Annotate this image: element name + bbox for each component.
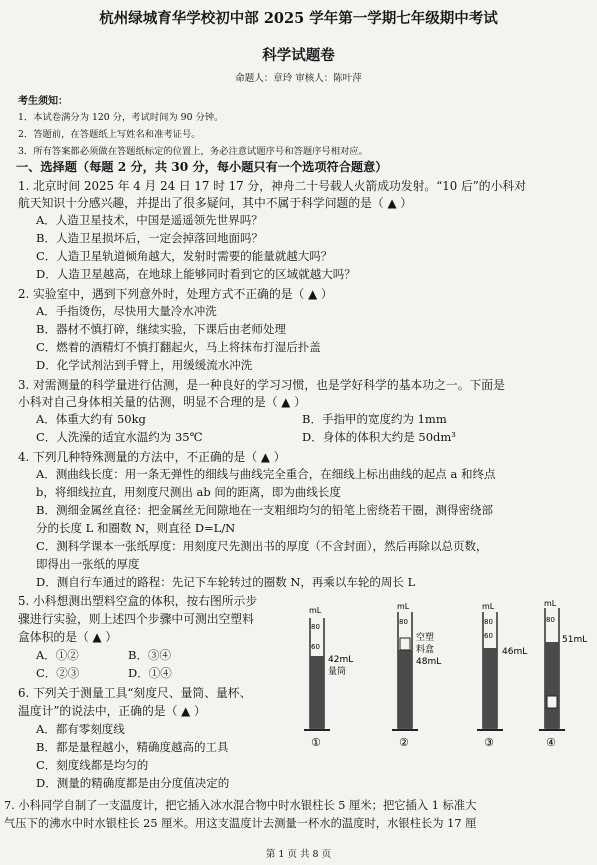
question-6-option-b: B．都是量程越小，精确度越高的工具 (36, 740, 229, 754)
question-1-stem: 1. 北京时间 2025 年 4 月 24 日 17 时 17 分，神舟二十号载人火箭成功发射。“10 后”的小科对 (18, 179, 526, 193)
tick-label: 80 (546, 616, 555, 624)
question-5-option-b: B．③④ (128, 648, 171, 662)
question-2-option-b: B．器材不慎打碎，继续实验，下课后由老师处理 (36, 322, 286, 336)
question-1-stem: 航天知识十分感兴趣，并提出了很多疑问，其中不属于科学问题的是（ ▲ ） (18, 196, 413, 210)
unit-label: mL (309, 606, 322, 615)
question-3-option-a: A．体重大约有 50kg (36, 412, 146, 426)
question-4-option-d: D．测自行车通过的路程：先记下车轮转过的圈数 N，再乘以车轮的周长 L (36, 575, 416, 589)
exam-title: 杭州绿城育华学校初中部 2025 学年第一学期七年级期中考试 (99, 10, 498, 27)
step-number-2: ② (399, 736, 409, 749)
question-5-option-d: D．①④ (128, 666, 172, 680)
unit-label: mL (544, 600, 557, 608)
notice-heading: 考生须知： (18, 96, 68, 107)
question-4-option-b: B．测细金属丝直径：把金属丝无间隙地在一支粗细均匀的铅笔上密绕若干圈，测得密绕部 (36, 503, 493, 517)
question-5-stem: 5. 小科想测出塑料空盒的体积，按右图所示步 (18, 594, 258, 608)
question-6-option-a: A．都有零刻度线 (36, 722, 125, 736)
tick-label: 80 (311, 623, 320, 631)
question-3-stem: 小科对自己身体相关量的估测，明显不合理的是（ ▲ ） (18, 395, 306, 409)
cylinder-3-reading: 46mL (502, 647, 528, 657)
liquid-fill (545, 642, 559, 728)
question-7-stem: 7. 小科同学自制了一支温度计，把它插入冰水混合物中时水银柱长 5 厘米；把它插入 1 标准大 (4, 799, 477, 812)
notice-item: 2．答题前，在答题纸上写姓名和准考证号。 (18, 129, 201, 140)
measuring-cylinders-figure (290, 600, 590, 756)
question-1-option-a: A．人造卫星技术，中国是遥遥领先世界吗？ (36, 213, 263, 227)
tick-label: 80 (399, 618, 408, 626)
cylinder-1-name: 量筒 (328, 667, 347, 677)
cylinder-3 (477, 602, 527, 749)
unit-label: mL (482, 602, 495, 611)
question-2-option-a: A．手指烫伤，尽快用大量冷水冲洗 (36, 304, 217, 318)
tick-label: 60 (311, 643, 320, 651)
question-5-stem: 骤进行实验，则上述四个步骤中可测出空塑料 (18, 612, 254, 626)
question-4-option-c: C．测科学课本一张纸厚度：用刻度尺先测出书的厚度（不含封面），然后再除以总页数， (36, 539, 488, 553)
question-1-option-c: C．人造卫星轨道倾角越大，发射时需要的能量就越大吗？ (36, 249, 333, 263)
question-2-option-c: C．燃着的酒精灯不慎打翻起火，马上将抹布打湿后扑盖 (36, 340, 321, 354)
tick-label: 60 (484, 632, 493, 640)
question-6-stem: 温度计”的说法中，正确的是（ ▲ ） (18, 704, 206, 718)
step-number-1: ① (311, 736, 321, 749)
tick-label: 80 (484, 618, 493, 626)
question-6-option-d: D．测量的精确度都是由分度值决定的 (36, 776, 230, 790)
cylinder-2-box-label: 空塑 (416, 633, 435, 643)
question-2-option-d: D．化学试剂沾到手臂上，用缓缓流水冲洗 (36, 358, 253, 372)
notice-item: 1．本试卷满分为 120 分，考试时间为 90 分钟。 (18, 112, 224, 123)
question-3-option-c: C．人洗澡的适宜水温约为 35℃ (36, 430, 203, 444)
question-4-option-c-cont: 即得出一张纸的厚度 (36, 557, 140, 571)
liquid-fill (310, 656, 324, 728)
plastic-box (400, 638, 410, 650)
question-4-option-a: A．测曲线长度：用一条无弹性的细线与曲线完全重合，在细线上标出曲线的起点 a 和终点 (36, 467, 496, 481)
question-1-option-b: B．人造卫星损坏后，一定会掉落回地面吗？ (36, 231, 263, 245)
cylinder-4 (539, 600, 587, 749)
cylinder-1 (304, 606, 353, 749)
notice-item: 3．所有答案都必须做在答题纸标定的位置上，务必注意试题序号和答题序号相对应。 (18, 146, 368, 157)
exam-subtitle: 科学试题卷 (262, 47, 335, 64)
cylinder-2-reading: 48mL (416, 657, 442, 667)
cylinder-1-reading: 42mL (328, 655, 354, 665)
question-1-option-d: D．人造卫星越高，在地球上能够同时看到它的区域就越大吗？ (36, 267, 356, 281)
step-number-3: ③ (484, 736, 494, 749)
step-number-4: ④ (546, 736, 556, 749)
cylinder-2-box-label: 料盒 (416, 645, 435, 655)
question-5-option-c: C．②③ (36, 666, 80, 680)
liquid-fill (398, 650, 412, 728)
question-4-option-b-cont: 分的长度 L 和圈数 N，则直径 D=L/N (36, 521, 236, 535)
cylinder-2 (392, 602, 441, 749)
section-heading: 一、选择题（每题 2 分，共 30 分，每小题只有一个选项符合题意） (16, 160, 388, 174)
question-4-option-a-cont: b，将细线拉直，用刻度尺测出 ab 间的距离，即为曲线长度 (36, 485, 341, 499)
question-3-option-b: B．手指甲的宽度约为 1mm (302, 412, 447, 426)
exam-authors: 命题人：章玲 审核人：陈叶萍 (235, 73, 362, 84)
question-7-stem: 气压下的沸水中时水银柱长 25 厘米。用这支温度计去测量一杯水的温度时，水银柱长为 17 厘 (4, 817, 477, 830)
question-4-stem: 4. 下列几种特殊测量的方法中，不正确的是（ ▲ ） (18, 450, 286, 464)
unit-label: mL (397, 602, 410, 611)
question-2-stem: 2. 实验室中，遇到下列意外时，处理方式不正确的是（ ▲ ） (18, 287, 333, 301)
question-5-option-a: A．①② (36, 648, 79, 662)
page-footer: 第 1 页 共 8 页 (265, 849, 332, 860)
question-6-option-c: C．刻度线都是均匀的 (36, 758, 149, 772)
question-3-option-d: D．身体的体积大约是 50dm³ (302, 430, 456, 444)
question-6-stem: 6. 下列关于测量工具“刻度尺、量筒、量杯、 (18, 686, 252, 700)
submerged-box (547, 696, 557, 708)
liquid-fill (483, 648, 497, 728)
question-5-stem: 盒体积的是（ ▲ ） (18, 630, 118, 644)
question-3-stem: 3. 对需测量的科学量进行估测，是一种良好的学习习惯，也是学好科学的基本功之一。下面是 (18, 378, 505, 392)
cylinder-4-reading: 51mL (562, 635, 588, 645)
